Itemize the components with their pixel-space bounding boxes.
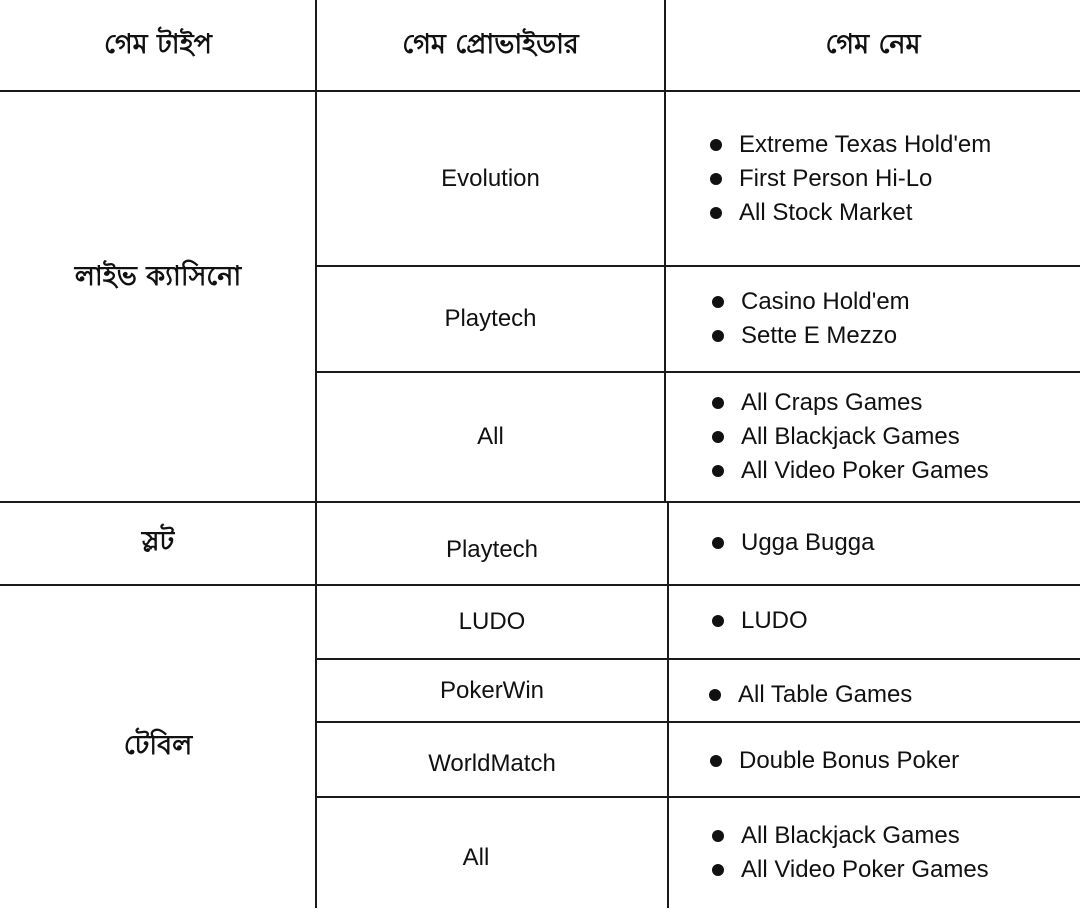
bullet-icon — [712, 537, 724, 549]
provider-cell: WorldMatch — [428, 750, 556, 777]
list-item — [712, 454, 989, 488]
list-item — [712, 819, 989, 853]
game-name: Casino Hold'em — [741, 288, 910, 315]
list-item — [712, 853, 989, 887]
game-name: All Video Poker Games — [741, 856, 989, 883]
list-item — [712, 420, 989, 454]
list-item — [710, 128, 991, 162]
header-game-name: গেম নেম — [825, 28, 921, 60]
type-live-casino: লাইভ ক্যাসিনো — [74, 260, 242, 292]
bullet-icon — [710, 207, 722, 219]
games-list — [709, 662, 912, 728]
column-divider — [667, 502, 669, 908]
game-name: All Table Games — [738, 681, 913, 708]
provider-cell: Evolution — [441, 164, 540, 192]
bullet-icon — [712, 397, 724, 409]
games-list — [712, 267, 910, 371]
game-name: All Craps Games — [741, 389, 923, 416]
bullet-icon — [709, 689, 721, 701]
game-name: First Person Hi-Lo — [739, 164, 933, 192]
list-item — [710, 196, 991, 230]
list-item — [710, 162, 991, 196]
list-item — [712, 386, 989, 420]
provider-cell: All — [462, 844, 490, 871]
list-item — [712, 285, 910, 319]
games-list — [712, 373, 989, 501]
game-name: LUDO — [741, 607, 808, 634]
bullet-icon — [710, 755, 722, 767]
bullet-icon — [712, 830, 724, 842]
bullet-icon — [712, 431, 724, 443]
bullet-icon — [712, 615, 724, 627]
bullet-icon — [712, 296, 724, 308]
bullet-icon — [710, 139, 722, 151]
type-table: টেবিল — [123, 729, 193, 761]
game-name: Extreme Texas Hold'em — [739, 130, 992, 158]
list-item — [709, 678, 912, 712]
list-item — [712, 526, 874, 560]
list-item — [710, 744, 959, 778]
provider-cell: PokerWin — [439, 677, 545, 704]
game-name: All Stock Market — [739, 198, 913, 226]
bullet-icon — [712, 864, 724, 876]
game-name: Ugga Bugga — [741, 529, 875, 556]
games-list — [712, 503, 874, 583]
provider-cell: Playtech — [445, 536, 539, 563]
bullet-icon — [712, 465, 724, 477]
provider-cell: LUDO — [458, 608, 526, 635]
game-name: Double Bonus Poker — [739, 747, 960, 774]
game-name: Sette E Mezzo — [741, 322, 898, 349]
games-list — [710, 723, 959, 799]
games-list — [712, 586, 808, 656]
provider-cell: Playtech — [444, 305, 537, 332]
list-item — [712, 604, 808, 638]
bullet-icon — [710, 173, 722, 185]
provider-cell: All — [477, 423, 504, 450]
type-slot: স্লট — [141, 525, 175, 557]
game-name: All Blackjack Games — [741, 423, 960, 450]
game-name: All Video Poker Games — [741, 457, 989, 484]
game-name: All Blackjack Games — [741, 822, 960, 849]
games-list — [710, 92, 991, 265]
header-game-provider: গেম প্রোভাইডার — [402, 28, 579, 60]
header-game-type: গেম টাইপ — [104, 28, 212, 60]
bullet-icon — [712, 330, 724, 342]
games-list — [712, 798, 989, 908]
list-item — [712, 319, 910, 353]
